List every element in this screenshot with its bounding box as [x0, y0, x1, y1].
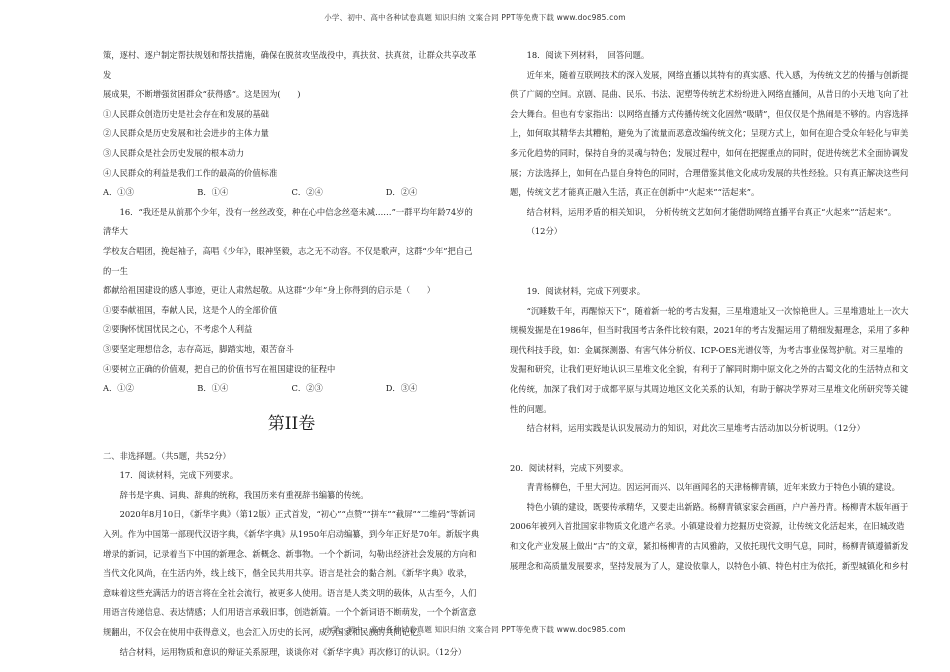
page-footer: 小学、初中、高中各种试卷真题 知识归纳 文案合同 PPT等免费下载 www.doc985.com: [324, 625, 626, 634]
q16-option-d: D．③④: [385, 383, 418, 394]
q15-option-c: C．②④: [291, 187, 323, 198]
q18-body: 近年来，随着互联网技术的深入发展，网络直播以其特有的真实感、代入感，为传统文艺的传播与创新提供了广阔的空间。京剧、昆曲、民乐、书法、泥塑等传统艺术纷纷进入网络直播间，从昔日的小天地飞向了社会大舞台。但也有专家指出：以网络直播方式传播传统文化固然“吸睛”，但仅仅是个热闹是不够的。内容选择上，如何取其精华去其糟粕，避免为了流量而恶意改编传统文化；呈现方式上，如何在迎合受众年轻化与审美多元化趋势的同时，保持自身的灵魂与特色；发展过程中，如何在把握重点的同时，促进传统艺术全面协调发展；方法选择上，如何在凸显自身特色的同时，合理借鉴其他文化成功发展的共性经验。只有真正解决这些问题，传统文艺才能真正融入生活，真正在创新中“火起来”“活起来”。: [510, 69, 909, 198]
answer-space: [510, 242, 910, 282]
q18-task: 结合材料，运用矛盾的相关知识， 分析传统文艺如何才能借助网络直播平台真正“火起来”“活起来”。: [526, 206, 897, 217]
q16-option-b: B．①④: [197, 383, 229, 394]
q16-stem-line-1: 16．“我还是从前那个少年，没有一丝丝改变，种在心中信念丝毫未减……”一群平均年龄74岁的清华大: [103, 206, 473, 237]
q17-task: 结合材料，运用物质和意识的辩证关系原理，谈谈你对《新华字典》再次修订的认识。（12分）: [119, 646, 467, 657]
q15-stem-line-2: 展成果，不断增强贫困群众“获得感”。这是因为( ): [103, 89, 301, 100]
section-title: 第II卷: [267, 413, 316, 434]
page-header: 小学、初中、高中各种试卷真题 知识归纳 文案合同 PPT等免费下载 www.doc985.com: [324, 13, 626, 22]
q16-item-3: ③要坚定理想信念，志存高远，脚踏实地，艰苦奋斗: [103, 343, 294, 354]
q20-body-1: 青青杨柳色，千里大河边。因运河而兴、以年画闻名的天津杨柳青镇，近年来致力于特色小镇的建设。: [526, 482, 900, 493]
q15-options: [103, 183, 480, 203]
q19-body: “沉睡数千年，再醒惊天下”，随着新一轮的考古发掘，三星堆遗址又一次惊艳世人。三星堆遗址上一次大规模发掘是在1986年，但当时我国考古条件比较有限，2021年的考古发掘运用了精细发掘理念，采用了多种现代科技手段，如：金属探测器、有害气体分析仪、ICP-OES光谱仪等，为考古事业保驾护航。对三星堆的发掘和研究，让我们更好地认识三星堆文化全貌，有利于了解同时期中原文化之外的古蜀文化的生活特点和文化传统，加深了我们对于成都平原与其周边地区文化关系的认知，有助于解决学界对三星堆文化所研究等关键性的问题。: [510, 305, 909, 414]
q18-score: （12分）: [526, 226, 563, 237]
q15-item-4: ④人民群众的利益是我们工作的最高的价值标准: [103, 167, 278, 178]
q15-option-b: B．①④: [197, 187, 229, 198]
q16-option-a: A．①②: [103, 383, 134, 394]
q17-body-2: 2020年8月10日，《新华字典》（第12版）正式首发，“初心”“点赞”“拼车”“截屏”“二维码”等新词入列。作为中国第一部现代汉语字典，《新华字典》从1950年启动编纂，到今年正好是70年。新版字典增录的新词，记录着当下中国的新理念、新概念、新事物。一个个新词，勾勒出经济社会发展的方向和当代文化风尚，在生活内外，线上线下，偕全民共用共享。语言是社会的黏合剂。《新华字典》收录，意味着这些充满活力的语言将在全社会流行，被更多人使用。语言是人类文明的载体，从古至今，人们用语言传递信息、表达情感；人们用语言承载旧事，创造新篇。一个个新词语不断萌发，一个个新富意规翻出，不仅会在使用中获得意义，也会汇入历史的长河，成为国家和民族的共同记忆。: [103, 509, 479, 638]
q16-item-1: ①要奉献祖国，奉献人民，这是个人的全部价值: [103, 304, 278, 315]
q16-item-4: ④要树立正确的价值观，把自己的价值书写在祖国建设的征程中: [103, 363, 336, 374]
q16-stem-line-2: 学校友合唱团，挽起袖子，高唱《少年》，眼神坚毅，志之无不动容。不仅是歌声，这群“少年”把自己的一生: [103, 245, 473, 276]
left-column: [103, 46, 480, 662]
right-column: [510, 46, 910, 576]
q20-body-2: 特色小镇的建设，既要传承精华，又要走出新路。杨柳青镇家家会画画，户户善丹青。杨柳青木版年画于2006年被列入首批国家非物质文化遗产名录。小镇建设着力挖掘历史资源，让传统文化活起来，在旧城改造和文化产业发展上做出“古”的文章，紧扣杨柳青的古风雅韵，又依托现代文明气息，同时，杨柳青镇遵循新发展理念和高质量发展要求，坚持发展为了人，建设依靠人，以特色小镇、特色村庄为依托，新型城镇化和乡村: [510, 501, 909, 571]
answer-space: [510, 439, 910, 459]
q16-item-2: ②要胸怀忧国忧民之心，不考虑个人利益: [103, 324, 253, 335]
q17-heading: 17．阅读材料，完成下列要求。: [119, 470, 239, 481]
q15-option-d: D．②④: [385, 187, 418, 198]
q15-item-1: ①人民群众创造历史是社会存在和发展的基础: [103, 108, 269, 119]
q15-stem-line-1: 策，逐村、逐户制定帮扶规划和帮扶措施，确保在脱贫攻坚战役中，真扶贫、扶真贫，让群众共享改革发: [103, 50, 477, 80]
q16-stem-line-3: 都献给祖国建设的感人事迹，更让人肃然起敬。从这群“少年”身上你得到的启示是（ ）: [103, 285, 436, 296]
part-two-heading: 二、非选择题。（共5题，共52分）: [103, 450, 231, 461]
q15-option-a: A．①③: [103, 187, 134, 198]
q19-heading: 19．阅读材料，完成下列要求。: [526, 285, 646, 296]
q18-heading: 18．阅读下列材料， 回答问题。: [526, 50, 650, 60]
q17-body-1: 辞书是字典、词典、辞典的统称，我国历来有重视辞书编纂的传统。: [119, 489, 369, 500]
q15-item-2: ②人民群众是历史发展和社会进步的主体力量: [103, 128, 269, 139]
q20-heading: 20．阅读材料，完成下列要求。: [510, 462, 629, 473]
q16-options: [103, 379, 480, 399]
q15-item-3: ③人民群众是社会历史发展的根本动力: [103, 147, 245, 158]
q16-option-c: C．②③: [291, 383, 323, 394]
q19-task: 结合材料，运用实践是认识发展动力的知识，对此次三星堆考古活动加以分析说明。（12分）: [526, 423, 865, 434]
